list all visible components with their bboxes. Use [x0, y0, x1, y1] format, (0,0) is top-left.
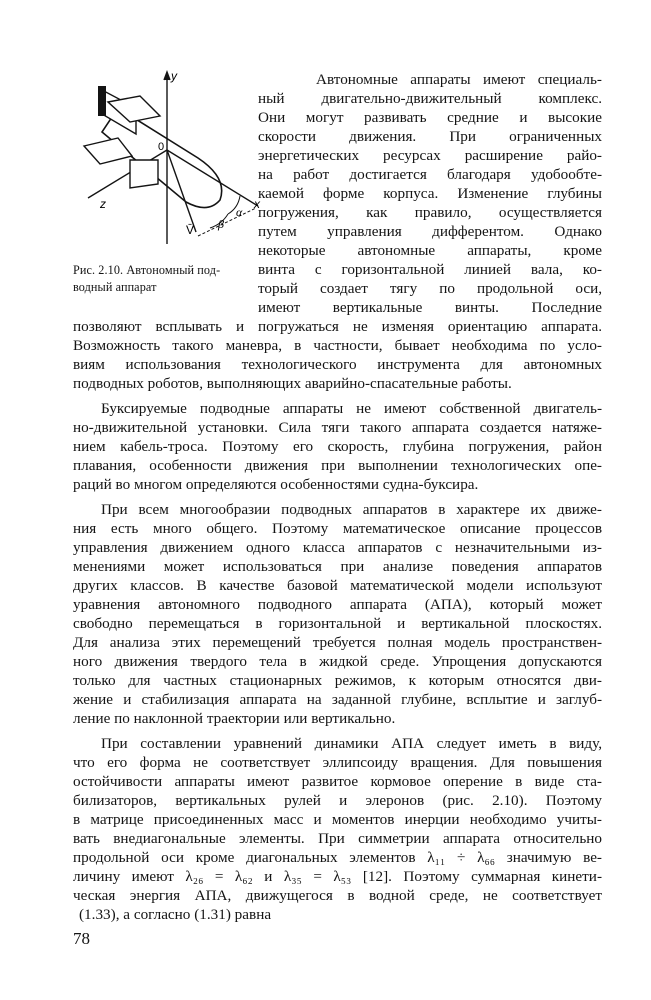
axis-z-label: z [100, 197, 106, 211]
velocity-vector [167, 150, 196, 232]
text-line: в матрице присоединенных масс и моментов инерции необходимо учиты- [73, 811, 602, 828]
text-line: энергетических ресурсах расширение райо- [258, 147, 602, 164]
text-line: жение и стабилизация аппарата на заданной глубине, всплытие и заглуб- [73, 691, 602, 708]
text-line: путем управления дифферентом. Однако [258, 223, 602, 240]
caption-line: водный аппарат [73, 280, 157, 294]
text-line: нием кабель-троса. Поэтому его скорость, глубина погружения, район [73, 438, 602, 455]
vertical-fin-bottom [130, 160, 158, 188]
text-line: скорости движения. При ограниченных [258, 128, 602, 145]
text-line: Автономные аппараты имеют специаль- [316, 71, 602, 88]
page-number: 78 [73, 929, 90, 948]
text-line: продольной оси кроме диагональных элементов λ₁₁ ÷ λ₆₆ значимую ве- [73, 849, 602, 866]
origin-label: 0 [158, 141, 165, 153]
text-line: вать внедиагональные элементы. При симметрии аппарата относительно [73, 830, 602, 847]
figure-caption [73, 262, 273, 296]
text-line: Они могут развивать средние и высокие [258, 109, 602, 126]
text-line: Для анализа этих перемещений требуется полная модель пространствен- [73, 634, 602, 651]
text-line: ния есть много общего. Поэтому математическое описание процессов [73, 520, 602, 537]
text-line: раций во многом определяются особенностями судна-буксира. [73, 476, 479, 493]
angle-beta-label: β [218, 217, 224, 231]
text-line: остойчивости аппараты имеют развитое кормовое оперение в виде ста- [73, 773, 602, 790]
text-line: Буксируемые подводные аппараты не имеют собственной двигатель- [101, 400, 602, 417]
text-line: что его форма не соответствует эллипсоиду вращения. Для повышения [73, 754, 602, 771]
axis-x-label: x [254, 197, 260, 211]
text-line: (1.33), а согласно (1.31) равна [79, 906, 272, 923]
text-line: позволяют всплывать и погружаться не изменяя ориентацию аппарата. [73, 318, 602, 335]
velocity-label: V̄ [186, 223, 195, 237]
text-line: других классов. В качестве базовой математической модели используют [73, 577, 602, 594]
text-line: только для частных стационарных режимов, к которым относятся дви- [73, 672, 602, 689]
axis-y-label: y [171, 69, 177, 83]
text-line: каемой форме корпуса. Изменение глубины [258, 185, 602, 202]
text-line: ный двигательно-движительный комплекс. [258, 90, 602, 107]
text-line: подводных роботов, выполняющих аварийно-спасательные работы. [73, 375, 512, 392]
text-line: При всем многообразии подводных аппаратов в характере их движе- [101, 501, 602, 518]
text-line: Возможность такого маневра, в частности, бывает необходима по усло- [73, 337, 602, 354]
text-line: менениями может использоваться при анализе поведения аппаратов [73, 558, 602, 575]
text-line: но-движительной установки. Сила тяги такого аппарата создается натяже- [73, 419, 602, 436]
text-line: управления движением одного класса аппаратов с незначительными из- [73, 539, 602, 556]
text-line: имеют вертикальные винты. Последние [258, 299, 602, 316]
text-line: При составлении уравнений динамики АПА следует иметь в виду, [101, 735, 602, 752]
text-line: виям использования технологического инструмента для автономных [73, 356, 602, 373]
text-line: билизаторов, вертикальных рулей и элеронов (рис. 2.10). Поэтому [73, 792, 602, 809]
text-line: некоторые автономные аппараты, кроме [258, 242, 602, 259]
text-line: уравнения автономного подводного аппарата (АПА), который может [73, 596, 602, 613]
text-line: торый создает тягу по продольной оси, [258, 280, 602, 297]
figure-underwater-vehicle [78, 68, 278, 248]
angle-alpha-label: α [236, 205, 243, 219]
text-line: на работ достигается благодаря удобообте- [258, 166, 602, 183]
stabilizer-side [84, 138, 132, 164]
caption-line: Рис. 2.10. Автономный под- [73, 263, 221, 277]
text-line: свободно перемещаться в горизонтальной и вертикальной плоскостях. [73, 615, 602, 632]
text-line: ление по наклонной траектории или вертикально. [73, 710, 396, 727]
text-line: погружения, как правило, осуществляется [258, 204, 602, 221]
text-line: плавания, особенности движения при выполнении технологических опе- [73, 457, 602, 474]
text-line: ческая энергия АПА, движущегося в водной среде, не соответствует [73, 887, 602, 904]
text-line: личину имеют λ₂₆ = λ₆₂ и λ₃₅ = λ₅₃ [12]. Поэтому суммарная кинети- [73, 868, 602, 885]
text-line: ного движения твердого тела в жидкой среде. Упрощения допускаются [73, 653, 602, 670]
text-line: винта с горизонтальной линией вала, ко- [258, 261, 602, 278]
